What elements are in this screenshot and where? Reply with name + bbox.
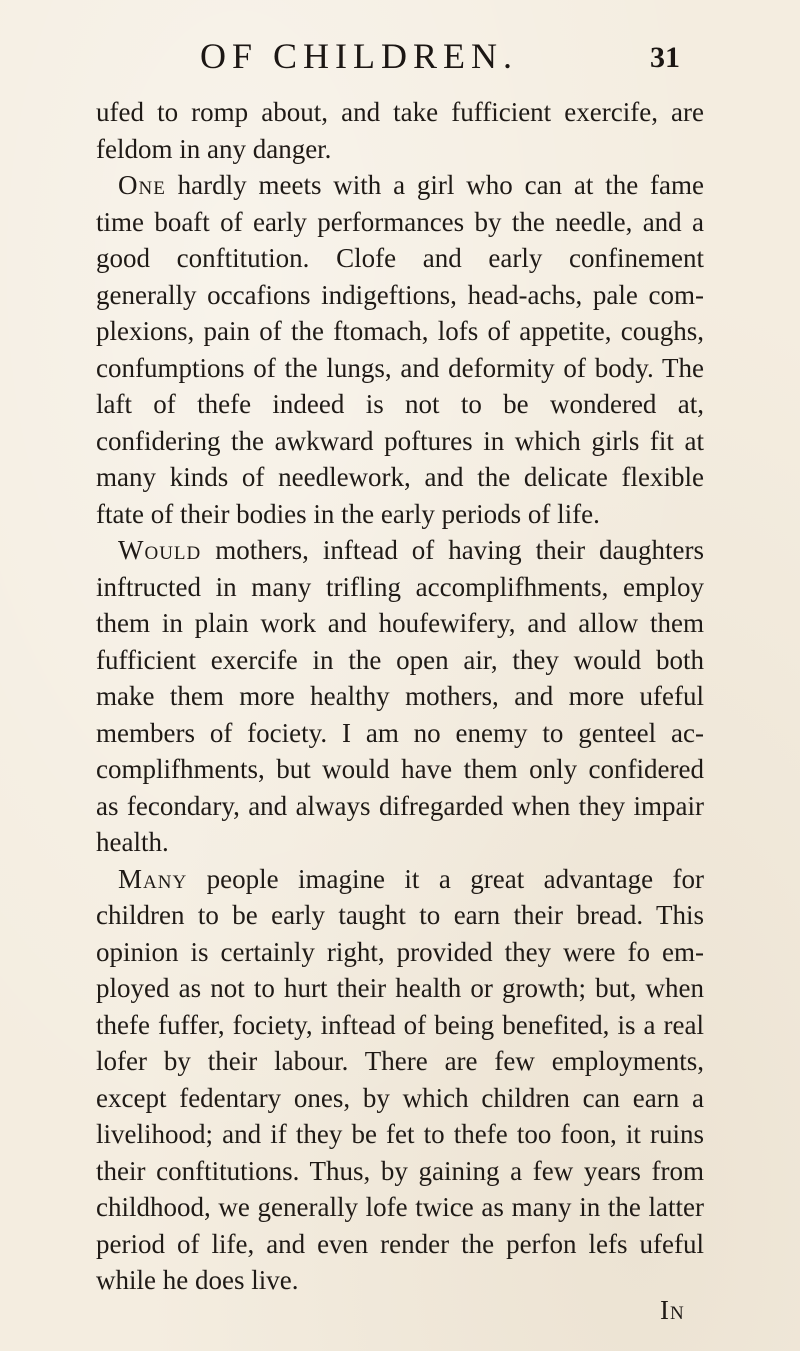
running-head bbox=[0, 36, 800, 76]
paragraph-text: people imagine it a great advantage for children to be early taught to earn their bread. This opinion is certainly right, provided they were fo employed as not to hurt their health or growth; but, when thefe fuffer, fociety, inftead of being benefited, is a real lofer by their labour. There are few employments, except fedentary ones, by which children can earn a livelihood; and if they be fet to thefe too foon, it ruins their conftitutions. Thus, by gaining a few years from childhood, we generally lofe twice as many in the latter period of life, and even render the perfon lefs ufeful while he does live. bbox=[96, 863, 704, 1295]
paragraph-text: hardly meets with a girl who can at the fame time boaft of early performances by the needle, and a good conftitution. Clofe and early confinement generally occafions indigeftions, head-achs, pale complexions, pain of the ftomach, lofs of appetite, coughs, confumptions of the lungs, and deformity of body. The laft of thefe indeed is not to be wondered at, confidering the awkward poftures in which girls fit at many kinds of needlework, and the delicate flexible ftate of their bodies in the early periods of life. bbox=[96, 170, 704, 529]
body-text bbox=[96, 94, 704, 1299]
paragraph-one bbox=[96, 167, 704, 532]
paragraph-text: mothers, inftead of having their daughters inftructed in many trifling accomplifhments, employ them in plain work and houfewifery, and allow them fufficient exercife in the open air, they would both make them more healthy mothers, and more ufeful members of fociety. I am no enemy to genteel accomplifhments, but would have them only confidered as fecondary, and always difregarded when they impair health. bbox=[96, 535, 704, 857]
paragraph-would bbox=[96, 532, 704, 861]
paragraph-lead-word: One bbox=[118, 170, 166, 200]
paragraph-lead-word: Many bbox=[118, 863, 188, 894]
page-number: 31 bbox=[650, 41, 680, 74]
paragraph-text: ufed to romp about, and take fufficient exercife, are feldom in any danger. bbox=[96, 97, 704, 164]
paragraph-many bbox=[96, 861, 704, 1299]
paragraph-lead-word: Would bbox=[118, 535, 202, 565]
paragraph-continuation bbox=[96, 94, 704, 167]
running-head-title: OF CHILDREN. bbox=[200, 36, 519, 76]
catchword: In bbox=[660, 1295, 685, 1325]
